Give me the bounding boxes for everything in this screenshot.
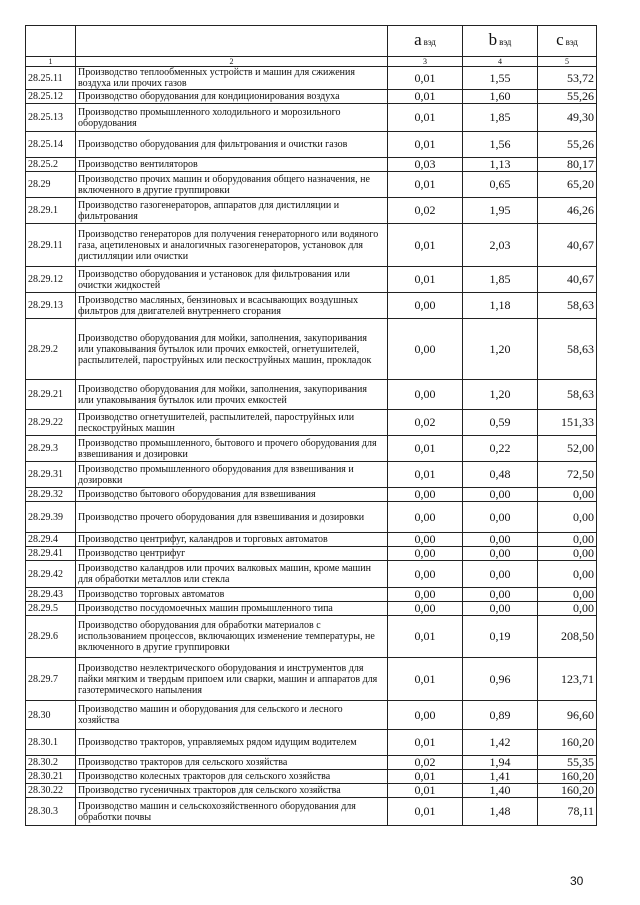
row-code: 28.29.3	[26, 436, 76, 462]
row-name: Производство оборудования для мойки, заполнения, закупоривания или упаковывания бутылок или прочих емкостей	[76, 380, 388, 410]
row-name: Производство центрифуг, каландров и торговых автоматов	[76, 533, 388, 547]
row-code: 28.29.2	[26, 319, 76, 380]
row-code: 28.25.2	[26, 158, 76, 172]
row-code: 28.30	[26, 701, 76, 730]
row-name: Производство теплообменных устройств и машин для сжижения воздуха или прочих газов	[76, 67, 388, 90]
table-row	[26, 267, 597, 293]
header-a: а вэд	[388, 26, 463, 57]
page-number: 30	[570, 874, 584, 888]
column-number: 1	[26, 57, 76, 67]
table-row	[26, 547, 597, 561]
row-a-value: 0,01	[388, 90, 463, 104]
row-c-value: 65,20	[538, 172, 597, 198]
row-c-value: 160,20	[538, 770, 597, 784]
row-name: Производство оборудования для фильтрования и очистки газов	[76, 132, 388, 158]
row-c-value: 55,26	[538, 90, 597, 104]
row-a-value: 0,00	[388, 588, 463, 602]
header-code-cell	[26, 26, 76, 57]
row-a-value: 0,01	[388, 132, 463, 158]
row-name: Производство оборудования для обработки материалов с использованием процессов, включающих изменение температуры, не включенного в другие группировки	[76, 616, 388, 658]
row-a-value: 0,03	[388, 158, 463, 172]
row-a-value: 0,00	[388, 602, 463, 616]
table-row	[26, 172, 597, 198]
row-c-value: 55,26	[538, 132, 597, 158]
row-c-value: 0,00	[538, 533, 597, 547]
row-a-value: 0,00	[388, 488, 463, 502]
table-row	[26, 616, 597, 658]
row-c-value: 160,20	[538, 730, 597, 756]
row-code: 28.29.22	[26, 410, 76, 436]
row-a-value: 0,01	[388, 267, 463, 293]
row-code: 28.29.31	[26, 462, 76, 488]
row-a-value: 0,02	[388, 198, 463, 224]
row-c-value: 80,17	[538, 158, 597, 172]
row-a-value: 0,01	[388, 224, 463, 267]
row-code: 28.29.13	[26, 293, 76, 319]
row-code: 28.29.41	[26, 547, 76, 561]
header-name-cell	[76, 26, 388, 57]
column-number: 5	[538, 57, 597, 67]
row-code: 28.30.1	[26, 730, 76, 756]
table-row	[26, 293, 597, 319]
row-code: 28.29	[26, 172, 76, 198]
row-a-value: 0,01	[388, 104, 463, 132]
row-c-value: 52,00	[538, 436, 597, 462]
row-a-value: 0,00	[388, 319, 463, 380]
row-name: Производство прочего оборудования для взвешивания и дозировки	[76, 502, 388, 533]
row-name: Производство центрифуг	[76, 547, 388, 561]
row-b-value: 0,00	[463, 533, 538, 547]
row-a-value: 0,00	[388, 533, 463, 547]
coefficients-table	[25, 25, 597, 826]
row-b-value: 0,19	[463, 616, 538, 658]
row-b-value: 1,48	[463, 798, 538, 826]
table-row	[26, 756, 597, 770]
row-c-value: 78,11	[538, 798, 597, 826]
row-name: Производство посудомоечных машин промышленного типа	[76, 602, 388, 616]
table-row	[26, 436, 597, 462]
row-b-value: 1,85	[463, 104, 538, 132]
row-name: Производство машин и оборудования для сельского и лесного хозяйства	[76, 701, 388, 730]
row-code: 28.30.21	[26, 770, 76, 784]
table-row	[26, 132, 597, 158]
row-b-value: 1,18	[463, 293, 538, 319]
row-c-value: 0,00	[538, 561, 597, 588]
table-row	[26, 701, 597, 730]
table-row	[26, 198, 597, 224]
row-a-value: 0,01	[388, 730, 463, 756]
column-number: 2	[76, 57, 388, 67]
row-name: Производство оборудования для кондиционирования воздуха	[76, 90, 388, 104]
table-row	[26, 488, 597, 502]
row-b-value: 0,00	[463, 588, 538, 602]
column-number: 4	[463, 57, 538, 67]
row-a-value: 0,00	[388, 561, 463, 588]
row-c-value: 53,72	[538, 67, 597, 90]
row-a-value: 0,00	[388, 380, 463, 410]
row-code: 28.29.7	[26, 658, 76, 701]
row-name: Производство масляных, бензиновых и всасывающих воздушных фильтров для двигателей внутреннего сгорания	[76, 293, 388, 319]
row-code: 28.30.3	[26, 798, 76, 826]
row-name: Производство колесных тракторов для сельского хозяйства	[76, 770, 388, 784]
row-b-value: 0,59	[463, 410, 538, 436]
row-c-value: 0,00	[538, 588, 597, 602]
row-code: 28.29.5	[26, 602, 76, 616]
row-name: Производство каландров или прочих валковых машин, кроме машин для обработки металлов или стекла	[76, 561, 388, 588]
row-c-value: 40,67	[538, 267, 597, 293]
row-b-value: 1,20	[463, 319, 538, 380]
row-b-value: 0,00	[463, 502, 538, 533]
row-b-value: 1,41	[463, 770, 538, 784]
row-b-value: 1,56	[463, 132, 538, 158]
row-b-value: 1,94	[463, 756, 538, 770]
row-code: 28.29.11	[26, 224, 76, 267]
row-code: 28.29.6	[26, 616, 76, 658]
row-name: Производство неэлектрического оборудования и инструментов для пайки мягким и твердым припоем или сварки, машин и аппаратов для газотермического напыления	[76, 658, 388, 701]
table-row	[26, 602, 597, 616]
row-code: 28.29.39	[26, 502, 76, 533]
row-name: Производство тракторов, управляемых рядом идущим водителем	[76, 730, 388, 756]
row-c-value: 46,26	[538, 198, 597, 224]
row-b-value: 0,00	[463, 602, 538, 616]
row-c-value: 58,63	[538, 380, 597, 410]
table-row	[26, 533, 597, 547]
row-code: 28.25.14	[26, 132, 76, 158]
row-a-value: 0,00	[388, 502, 463, 533]
table-row	[26, 319, 597, 380]
row-c-value: 123,71	[538, 658, 597, 701]
row-c-value: 0,00	[538, 547, 597, 561]
row-a-value: 0,01	[388, 658, 463, 701]
table-row	[26, 462, 597, 488]
table-row	[26, 158, 597, 172]
row-code: 28.25.12	[26, 90, 76, 104]
row-a-value: 0,01	[388, 770, 463, 784]
row-c-value: 0,00	[538, 602, 597, 616]
table-row	[26, 90, 597, 104]
row-name: Производство промышленного оборудования для взвешивания и дозировки	[76, 462, 388, 488]
table-row	[26, 224, 597, 267]
row-b-value: 1,85	[463, 267, 538, 293]
table-row	[26, 380, 597, 410]
row-c-value: 151,33	[538, 410, 597, 436]
row-name: Производство оборудования для мойки, заполнения, закупоривания или упаковывания бутылок или прочих емкостей, огнетушителей, распылителей, пароструйных или пескоструйных машин, прокладок	[76, 319, 388, 380]
row-name: Производство промышленного, бытового и прочего оборудования для взвешивания и дозировки	[76, 436, 388, 462]
row-b-value: 0,89	[463, 701, 538, 730]
header-row	[26, 26, 597, 57]
row-c-value: 58,63	[538, 293, 597, 319]
row-b-value: 2,03	[463, 224, 538, 267]
row-b-value: 0,00	[463, 488, 538, 502]
row-b-value: 1,42	[463, 730, 538, 756]
table-row	[26, 784, 597, 798]
row-c-value: 49,30	[538, 104, 597, 132]
row-code: 28.29.4	[26, 533, 76, 547]
row-c-value: 72,50	[538, 462, 597, 488]
row-c-value: 40,67	[538, 224, 597, 267]
table-row	[26, 730, 597, 756]
row-name: Производство прочих машин и оборудования общего назначения, не включенного в другие группировки	[76, 172, 388, 198]
row-b-value: 1,95	[463, 198, 538, 224]
row-c-value: 0,00	[538, 502, 597, 533]
row-c-value: 208,50	[538, 616, 597, 658]
row-b-value: 0,65	[463, 172, 538, 198]
row-c-value: 160,20	[538, 784, 597, 798]
row-code: 28.29.21	[26, 380, 76, 410]
row-b-value: 1,40	[463, 784, 538, 798]
row-b-value: 1,13	[463, 158, 538, 172]
row-a-value: 0,01	[388, 784, 463, 798]
table-row	[26, 561, 597, 588]
row-code: 28.29.43	[26, 588, 76, 602]
row-a-value: 0,01	[388, 798, 463, 826]
row-code: 28.29.12	[26, 267, 76, 293]
row-name: Производство огнетушителей, распылителей, пароструйных или пескоструйных машин	[76, 410, 388, 436]
row-b-value: 1,20	[463, 380, 538, 410]
row-a-value: 0,01	[388, 172, 463, 198]
row-name: Производство тракторов для сельского хозяйства	[76, 756, 388, 770]
header-c: c вэд	[538, 26, 597, 57]
row-a-value: 0,00	[388, 293, 463, 319]
row-name: Производство торговых автоматов	[76, 588, 388, 602]
row-name: Производство бытового оборудования для взвешивания	[76, 488, 388, 502]
row-c-value: 58,63	[538, 319, 597, 380]
row-name: Производство вентиляторов	[76, 158, 388, 172]
row-name: Производство газогенераторов, аппаратов для дистилляции и фильтрования	[76, 198, 388, 224]
row-b-value: 1,60	[463, 90, 538, 104]
row-code: 28.29.42	[26, 561, 76, 588]
row-name: Производство оборудования и установок для фильтрования или очистки жидкостей	[76, 267, 388, 293]
row-b-value: 1,55	[463, 67, 538, 90]
table-row	[26, 410, 597, 436]
row-code: 28.30.2	[26, 756, 76, 770]
row-a-value: 0,02	[388, 410, 463, 436]
table-row	[26, 770, 597, 784]
table-row	[26, 67, 597, 90]
row-name: Производство генераторов для получения генераторного или водяного газа, ацетиленовых и аналогичных газогенераторов, установок для дистилляции или очистки	[76, 224, 388, 267]
row-a-value: 0,01	[388, 67, 463, 90]
row-code: 28.25.13	[26, 104, 76, 132]
table-row	[26, 588, 597, 602]
header-b: b вэд	[463, 26, 538, 57]
row-name: Производство промышленного холодильного и морозильного оборудования	[76, 104, 388, 132]
row-c-value: 0,00	[538, 488, 597, 502]
row-code: 28.29.1	[26, 198, 76, 224]
table-row	[26, 658, 597, 701]
row-a-value: 0,01	[388, 616, 463, 658]
row-a-value: 0,01	[388, 462, 463, 488]
row-code: 28.30.22	[26, 784, 76, 798]
row-code: 28.25.11	[26, 67, 76, 90]
row-b-value: 0,48	[463, 462, 538, 488]
table-row	[26, 502, 597, 533]
row-b-value: 0,00	[463, 561, 538, 588]
row-c-value: 55,35	[538, 756, 597, 770]
row-b-value: 0,00	[463, 547, 538, 561]
column-number: 3	[388, 57, 463, 67]
row-b-value: 0,96	[463, 658, 538, 701]
row-name: Производство гусеничных тракторов для сельского хозяйства	[76, 784, 388, 798]
row-code: 28.29.32	[26, 488, 76, 502]
row-name: Производство машин и сельскохозяйственного оборудования для обработки почвы	[76, 798, 388, 826]
row-c-value: 96,60	[538, 701, 597, 730]
row-a-value: 0,00	[388, 547, 463, 561]
row-a-value: 0,02	[388, 756, 463, 770]
table-row	[26, 104, 597, 132]
row-a-value: 0,00	[388, 701, 463, 730]
row-a-value: 0,01	[388, 436, 463, 462]
column-number-row	[26, 57, 597, 67]
row-b-value: 0,22	[463, 436, 538, 462]
table-row	[26, 798, 597, 826]
